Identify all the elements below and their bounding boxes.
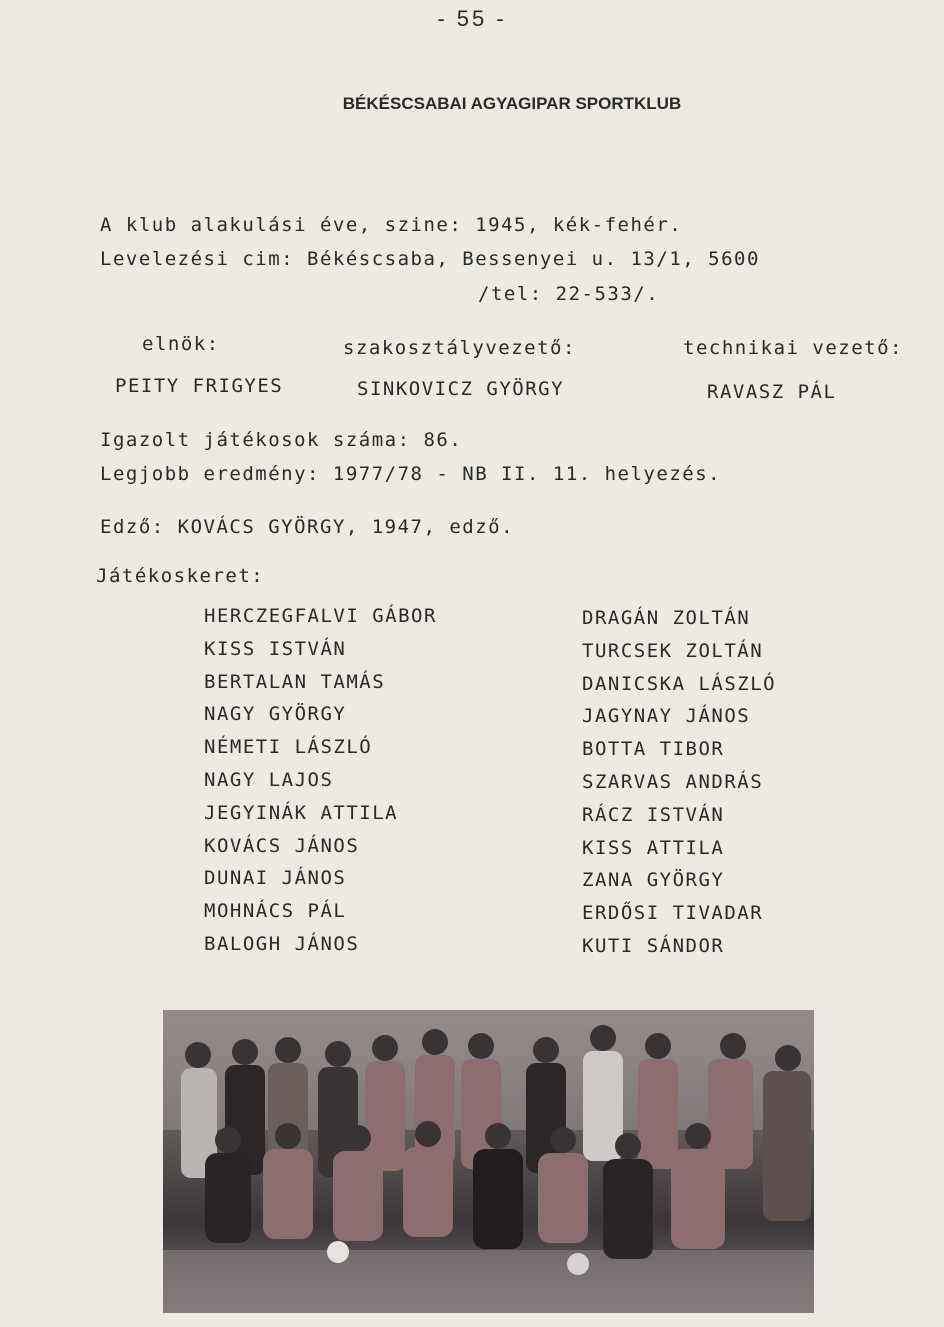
- page-number: - 55 -: [437, 6, 507, 31]
- squad-player-name: SZARVAS ANDRÁS: [582, 770, 764, 793]
- club-phone-line: /tel: 22-533/.: [478, 283, 660, 305]
- squad-player-name: JAGYNAY JÁNOS: [582, 705, 751, 728]
- squad-player-name: NÉMETI LÁSZLÓ: [204, 736, 373, 759]
- section-head-label: szakosztályvezető:: [343, 337, 576, 359]
- squad-player-name: KISS ISTVÁN: [204, 637, 347, 660]
- technical-head-label: technikai vezető:: [683, 337, 903, 359]
- president-label: elnök:: [142, 333, 220, 355]
- squad-player-name: JEGYINÁK ATTILA: [204, 801, 399, 824]
- squad-player-name: NAGY GYÖRGY: [204, 703, 347, 726]
- section-head-name: SINKOVICZ GYÖRGY: [357, 378, 565, 400]
- club-title: BÉKÉSCSABAI AGYAGIPAR SPORTKLUB: [342, 94, 682, 113]
- squad-player-name: KOVÁCS JÁNOS: [204, 834, 360, 857]
- squad-player-name: DANICSKA LÁSZLÓ: [582, 672, 777, 695]
- squad-player-name: BALOGH JÁNOS: [204, 932, 360, 955]
- president-name: PEITY FRIGYES: [115, 375, 284, 397]
- technical-head-name: RAVASZ PÁL: [707, 381, 837, 403]
- squad-player-name: ERDŐSI TIVADAR: [582, 902, 764, 925]
- squad-player-name: HERCZEGFALVI GÁBOR: [204, 605, 437, 627]
- club-founding-line: A klub alakulási éve, szine: 1945, kék-fehér.: [100, 214, 683, 236]
- squad-player-name: MOHNÁCS PÁL: [204, 900, 347, 923]
- registered-players: Igazolt játékosok száma: 86.: [100, 429, 463, 451]
- squad-player-name: TURCSEK ZOLTÁN: [582, 639, 764, 662]
- squad-player-name: KUTI SÁNDOR: [582, 934, 725, 957]
- squad-player-name: BOTTA TIBOR: [582, 738, 725, 761]
- team-photo: [163, 1010, 814, 1313]
- coach-line: Edző: KOVÁCS GYÖRGY, 1947, edző.: [100, 516, 515, 538]
- squad-label: Játékoskeret:: [96, 565, 265, 587]
- best-result: Legjobb eredmény: 1977/78 - NB II. 11. helyezés.: [100, 463, 722, 485]
- squad-player-name: KISS ATTILA: [582, 836, 725, 859]
- squad-player-name: RÁCZ ISTVÁN: [582, 803, 725, 826]
- club-address-line: Levelezési cim: Békéscsaba, Bessenyei u. 13/1, 5600: [100, 248, 760, 270]
- squad-player-name: DUNAI JÁNOS: [204, 867, 347, 890]
- squad-player-name: DRAGÁN ZOLTÁN: [582, 607, 751, 629]
- squad-player-name: ZANA GYÖRGY: [582, 869, 725, 892]
- squad-list-right: [582, 602, 776, 963]
- squad-player-name: BERTALAN TAMÁS: [204, 670, 386, 693]
- squad-list-left: [204, 600, 437, 961]
- squad-player-name: NAGY LAJOS: [204, 768, 334, 791]
